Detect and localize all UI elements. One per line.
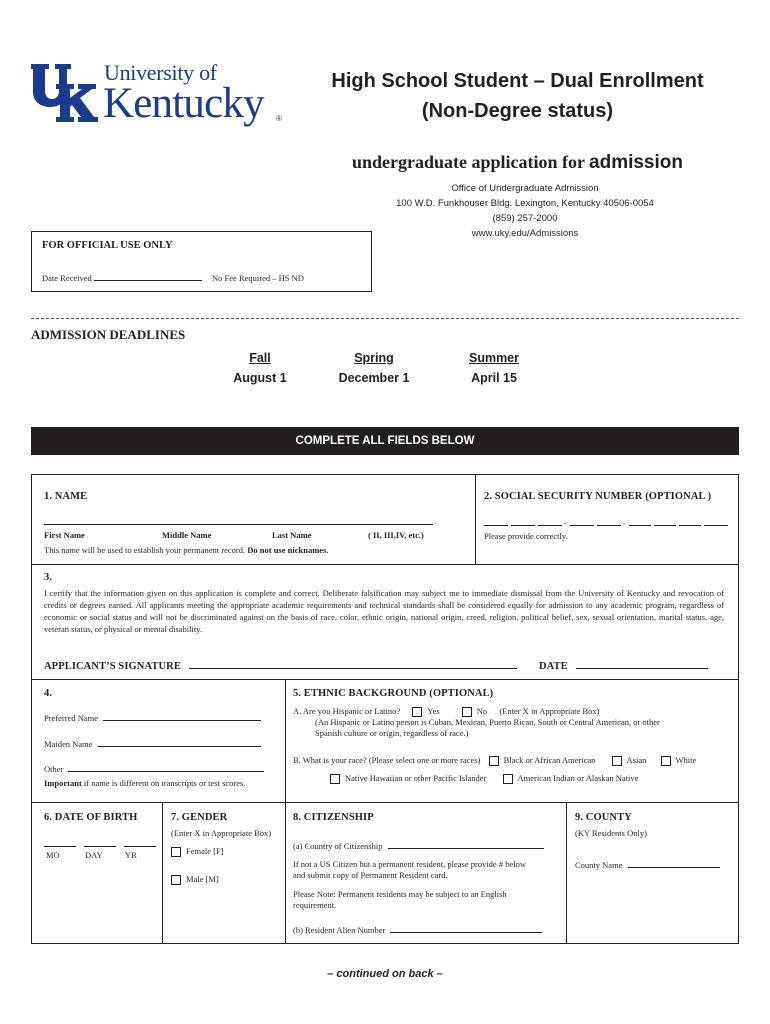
country-label: (a) Country of Citizenship bbox=[293, 841, 383, 851]
date-received-label: Date Received bbox=[42, 273, 92, 283]
gender-male-checkbox[interactable] bbox=[171, 875, 181, 885]
office-block bbox=[330, 181, 720, 241]
signature-input[interactable] bbox=[189, 658, 517, 669]
s9-title: 9. COUNTY bbox=[575, 812, 632, 823]
english-note bbox=[293, 889, 507, 911]
deadline-fall-date: August 1 bbox=[233, 371, 287, 385]
date-label: DATE bbox=[538, 661, 568, 672]
divider-2 bbox=[31, 679, 739, 680]
name-note-text: This name will be used to establish your permanent record. bbox=[44, 545, 246, 555]
official-use-box bbox=[31, 231, 372, 292]
county-field[interactable] bbox=[575, 857, 720, 871]
date-input[interactable] bbox=[576, 658, 708, 669]
maiden-name-label: Maiden Name bbox=[44, 739, 93, 749]
office-name: Office of Undergraduate Admission bbox=[451, 183, 599, 194]
deadline-fall-term: Fall bbox=[249, 351, 271, 365]
hispanic-question bbox=[293, 706, 599, 717]
divider-3 bbox=[31, 802, 739, 803]
race-black-label: Black or African American bbox=[503, 755, 596, 765]
office-website[interactable]: www.uky.edu/Admissions bbox=[471, 228, 579, 239]
county-label: County Name bbox=[575, 860, 623, 870]
deadline-summer-term: Summer bbox=[468, 351, 520, 365]
hispanic-question-label: A. Are you Hispanic or Latino? bbox=[293, 706, 401, 716]
signature-label: APPLICANT’S SIGNATURE bbox=[44, 661, 181, 672]
continued-on-back: – continued on back – bbox=[327, 968, 443, 980]
dob-mo-label: MO bbox=[46, 850, 60, 860]
maiden-name-field[interactable] bbox=[44, 736, 261, 750]
signature-row bbox=[44, 656, 734, 674]
hispanic-no-label: No bbox=[476, 706, 488, 716]
ssn-note: Please provide correctly. bbox=[484, 531, 568, 541]
uk-monogram-icon bbox=[30, 62, 98, 124]
complete-fields-banner: COMPLETE ALL FIELDS BELOW bbox=[31, 427, 739, 455]
county-note: (KY Residents Only) bbox=[575, 828, 647, 838]
logo-line1: University of bbox=[104, 60, 217, 85]
divider-v1 bbox=[475, 474, 476, 564]
dob-day-label: DAY bbox=[85, 850, 103, 860]
hispanic-yes-checkbox[interactable] bbox=[412, 707, 422, 717]
race-asian-checkbox[interactable] bbox=[612, 756, 622, 766]
hispanic-def-line1: (An Hispanic or Latino person is Cuban, Mexican, Puerto Rican, South or Central American, or other bbox=[315, 717, 660, 727]
deadline-summer-date: April 15 bbox=[471, 371, 517, 385]
important-rest: if name is different on transcripts or test scores. bbox=[83, 778, 246, 788]
deadline-spring-date: December 1 bbox=[338, 371, 410, 385]
deadline-summer bbox=[454, 348, 534, 388]
race-hawaiian-checkbox[interactable] bbox=[330, 774, 340, 784]
important-note bbox=[44, 778, 245, 789]
permres-text bbox=[293, 859, 526, 881]
preferred-name-field[interactable] bbox=[44, 710, 261, 724]
dob-yr-label: YR bbox=[125, 850, 137, 860]
dob-input[interactable] bbox=[44, 838, 158, 847]
name-input-line[interactable] bbox=[44, 514, 433, 525]
application-heading bbox=[280, 152, 755, 174]
s5-title: 5. ETHNIC BACKGROUND (OPTIONAL) bbox=[293, 688, 494, 699]
first-name-label: First Name bbox=[44, 530, 85, 540]
office-phone: (859) 257-2000 bbox=[492, 213, 558, 224]
registered-icon: ® bbox=[276, 114, 282, 123]
race-white-checkbox[interactable] bbox=[661, 756, 671, 766]
other-name-label: Other bbox=[44, 764, 64, 774]
no-fee-label: No Fee Required – HS ND bbox=[212, 273, 304, 283]
s4-title: 4. bbox=[44, 688, 53, 699]
deadline-spring bbox=[324, 348, 424, 388]
race-indian-checkbox[interactable] bbox=[503, 774, 513, 784]
s8-title: 8. CITIZENSHIP bbox=[293, 812, 374, 823]
deadlines-title: ADMISSION DEADLINES bbox=[31, 327, 186, 342]
gender-female-checkbox[interactable] bbox=[171, 847, 181, 857]
permres-line2: and submit copy of Permanent Resident card. bbox=[293, 870, 448, 880]
application-heading-serif: undergraduate application for bbox=[352, 152, 586, 172]
race-question-label: B. What is your race? (Please select one or more races) bbox=[293, 755, 481, 765]
divider-v3 bbox=[162, 802, 163, 943]
race-black-checkbox[interactable] bbox=[489, 756, 499, 766]
gender-female-label: Female [F] bbox=[186, 846, 224, 856]
s3-title: 3. bbox=[44, 572, 53, 583]
alien-number-label: (b) Resident Alien Number bbox=[293, 925, 386, 935]
hispanic-enter-x: (Enter X in Appropriate Box) bbox=[499, 706, 600, 716]
preferred-name-label: Preferred Name bbox=[44, 713, 99, 723]
separator-line bbox=[31, 318, 739, 319]
name-note bbox=[44, 545, 328, 556]
uk-logo bbox=[30, 62, 288, 134]
application-heading-sans: admission bbox=[589, 152, 683, 173]
alien-number-field[interactable] bbox=[293, 922, 542, 936]
office-address: 100 W.D. Funkhouser Bldg. Lexington, Kentucky 40506-0054 bbox=[396, 198, 654, 209]
official-use-title: FOR OFFICIAL USE ONLY bbox=[42, 240, 173, 251]
s2-title: 2. SOCIAL SECURITY NUMBER (OPTIONAL ) bbox=[484, 491, 712, 502]
hispanic-definition bbox=[315, 717, 660, 739]
race-asian-label: Asian bbox=[626, 755, 647, 765]
race-row-2 bbox=[330, 773, 638, 784]
english-note-line1: Please Note: Permanent residents may be subject to an English bbox=[293, 889, 507, 899]
permres-line1: If not a US Citizen but a permanent resident, please provide # below bbox=[293, 859, 526, 869]
divider-v5 bbox=[566, 802, 567, 943]
hispanic-def-line2: Spanish culture or origin, regardless of race.) bbox=[315, 728, 469, 738]
race-question bbox=[293, 755, 696, 766]
date-received-field[interactable] bbox=[42, 270, 304, 284]
s1-title: 1. NAME bbox=[44, 491, 88, 502]
country-field[interactable] bbox=[293, 838, 544, 852]
form-title: High School Student – Dual Enrollment bbox=[331, 70, 704, 92]
middle-name-label: Middle Name bbox=[162, 530, 212, 540]
hispanic-no-checkbox[interactable] bbox=[462, 707, 472, 717]
important-bold: Important bbox=[44, 778, 82, 788]
logo-line2: Kentucky bbox=[103, 80, 264, 127]
divider-v4 bbox=[285, 802, 286, 943]
race-white-label: White bbox=[675, 755, 697, 765]
race-hawaiian-label: Native Hawaiian or other Pacific Islander bbox=[345, 773, 487, 783]
certification-text: I certify that the information given on this application is complete and correct. Deliberate falsification may subject me to immediate dismissal from the University of Kentucky and revocation of credits or degrees earned. All applicants meeting the appropriate academic requirements and technical standards shall be considered equally for admission to any academic program, regardless of economic or social status and will not be discriminated against on the basis of race, color, ethnic origin, national origin, creed, religion, political belief, sex, sexual orientation, marital status, age, veteran status, or physical or mental disability. bbox=[44, 588, 724, 634]
divider-1 bbox=[31, 564, 739, 565]
gender-note: (Enter X in Appropriate Box) bbox=[171, 828, 272, 838]
divider-v2 bbox=[285, 679, 286, 802]
race-indian-label: American Indian or Alaskan Native bbox=[517, 773, 639, 783]
deadline-fall bbox=[220, 348, 300, 388]
name-note-bold: Do not use nicknames. bbox=[247, 545, 329, 555]
gender-female-option bbox=[171, 846, 224, 857]
last-name-label: Last Name bbox=[272, 530, 312, 540]
s6-title: 6. DATE OF BIRTH bbox=[44, 812, 138, 823]
suffix-label: ( II, III,IV, etc.) bbox=[368, 530, 424, 540]
form-subtitle: (Non-Degree status) bbox=[421, 100, 614, 122]
ssn-input[interactable]: - - bbox=[484, 517, 729, 526]
deadline-spring-term: Spring bbox=[354, 351, 394, 365]
other-name-field[interactable] bbox=[44, 761, 264, 775]
gender-male-option bbox=[171, 874, 219, 885]
english-note-line2: requirement. bbox=[293, 900, 337, 910]
s7-title: 7. GENDER bbox=[171, 812, 228, 823]
gender-male-label: Male [M] bbox=[186, 874, 219, 884]
hispanic-yes-label: Yes bbox=[427, 706, 440, 716]
